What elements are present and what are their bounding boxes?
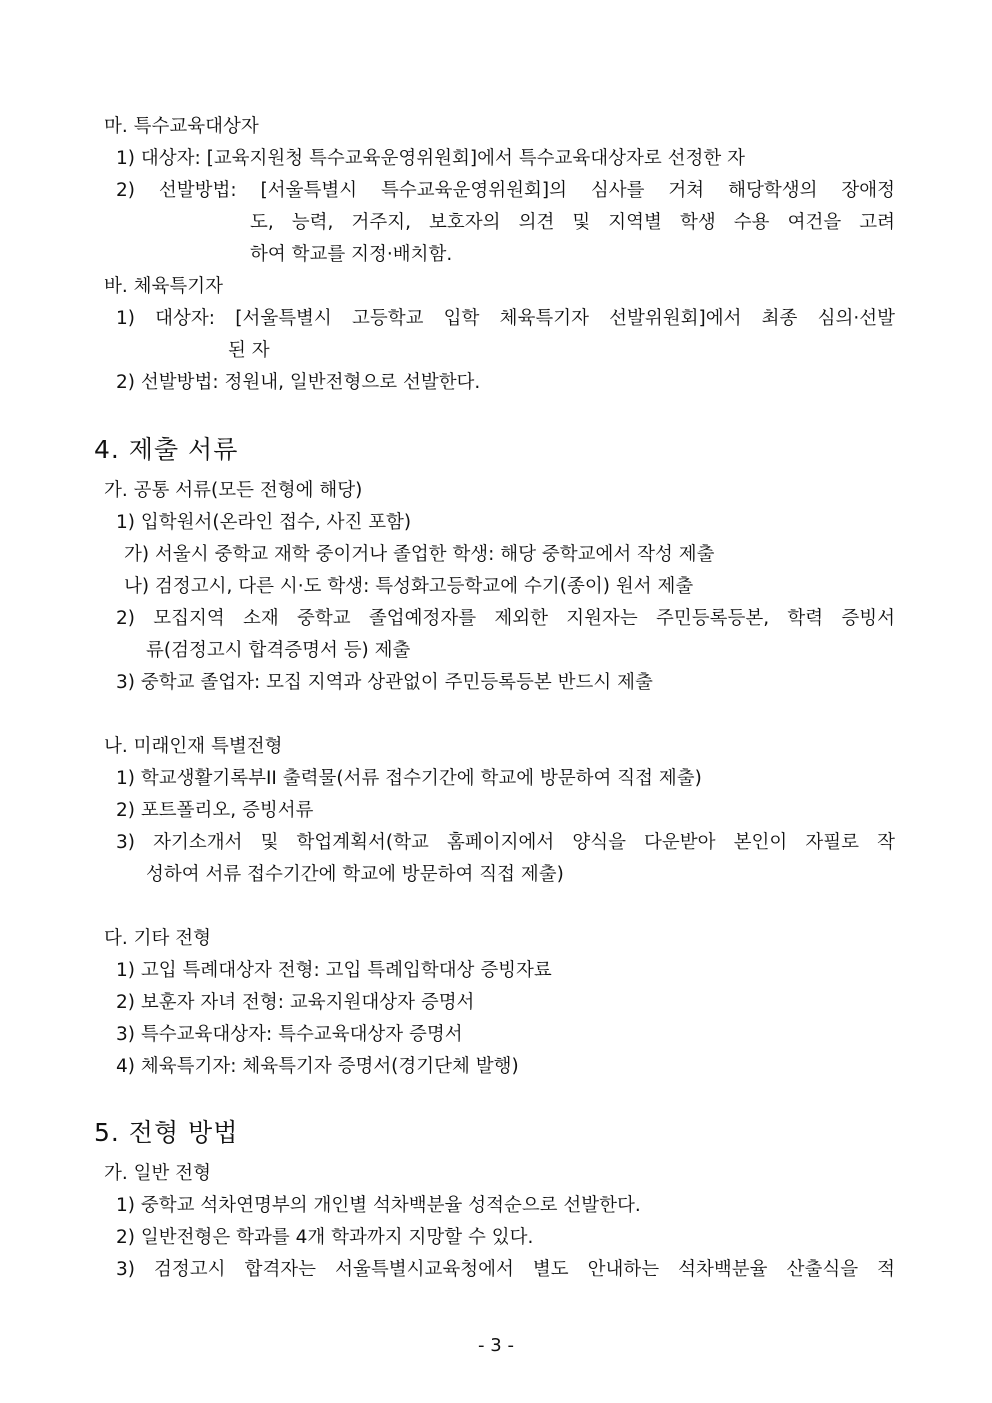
- list-item: 2) 일반전형은 학과를 4개 학과까지 지망할 수 있다.: [116, 1227, 534, 1248]
- page-number: - 3 -: [478, 1335, 514, 1356]
- list-item: 1) 대상자: [서울특별시 고등학교 입학 체육특기자 선발위원회]에서 최종 심의·선발: [116, 308, 895, 329]
- subsection-heading-ga: 가. 공통 서류(모든 전형에 해당): [104, 480, 363, 501]
- list-item: 2) 포트폴리오, 증빙서류: [116, 800, 314, 821]
- list-item: 3) 자기소개서 및 학업계획서(학교 홈페이지에서 양식을 다운받아 본인이 자필로 작: [116, 832, 895, 853]
- sub-list-item: 가) 서울시 중학교 재학 중이거나 졸업한 학생: 해당 중학교에서 작성 제출: [124, 544, 715, 565]
- list-item: 3) 검정고시 합격자는 서울특별시교육청에서 별도 안내하는 석차백분율 산출식을 적: [116, 1259, 895, 1280]
- section-title-5: 5. 전형 방법: [94, 1118, 239, 1147]
- list-item: 1) 입학원서(온라인 접수, 사진 포함): [116, 512, 412, 533]
- subsection-heading-ba: 바. 체육특기자: [104, 276, 223, 297]
- list-item: 3) 특수교육대상자: 특수교육대상자 증명서: [116, 1024, 463, 1045]
- list-item: 1) 고입 특례대상자 전형: 고입 특례입학대상 증빙자료: [116, 960, 552, 981]
- subsection-heading-ma: 마. 특수교육대상자: [104, 116, 259, 137]
- list-item-continuation: 류(검정고시 합격증명서 등) 제출: [146, 640, 411, 661]
- list-item: 1) 학교생활기록부II 출력물(서류 접수기간에 학교에 방문하여 직접 제출): [116, 768, 702, 789]
- subsection-heading-ga: 가. 일반 전형: [104, 1163, 211, 1184]
- list-item-continuation: 성하여 서류 접수기간에 학교에 방문하여 직접 제출): [146, 864, 564, 885]
- list-item: 4) 체육특기자: 체육특기자 증명서(경기단체 발행): [116, 1056, 519, 1077]
- list-item: 2) 선발방법: [서울특별시 특수교육운영위원회]의 심사를 거쳐 해당학생의 장애정: [116, 180, 895, 201]
- list-item: 3) 중학교 졸업자: 모집 지역과 상관없이 주민등록등본 반드시 제출: [116, 672, 653, 693]
- list-item-continuation: 된 자: [228, 340, 270, 361]
- list-item: 2) 보훈자 자녀 전형: 교육지원대상자 증명서: [116, 992, 475, 1013]
- section-title-4: 4. 제출 서류: [94, 435, 239, 464]
- list-item: 2) 모집지역 소재 중학교 졸업예정자를 제외한 지원자는 주민등록등본, 학력 증빙서: [116, 608, 895, 629]
- subsection-heading-na: 나. 미래인재 특별전형: [104, 736, 283, 757]
- sub-list-item: 나) 검정고시, 다른 시·도 학생: 특성화고등학교에 수기(종이) 원서 제출: [124, 576, 694, 597]
- list-item: 1) 중학교 석차연명부의 개인별 석차백분율 성적순으로 선발한다.: [116, 1195, 641, 1216]
- subsection-heading-da: 다. 기타 전형: [104, 928, 211, 949]
- list-item-continuation: 하여 학교를 지정·배치함.: [250, 244, 453, 265]
- list-item: 1) 대상자: [교육지원청 특수교육운영위원회]에서 특수교육대상자로 선정한 자: [116, 148, 745, 169]
- list-item-continuation: 도, 능력, 거주지, 보호자의 의견 및 지역별 학생 수용 여건을 고려: [250, 212, 895, 233]
- list-item: 2) 선발방법: 정원내, 일반전형으로 선발한다.: [116, 372, 481, 393]
